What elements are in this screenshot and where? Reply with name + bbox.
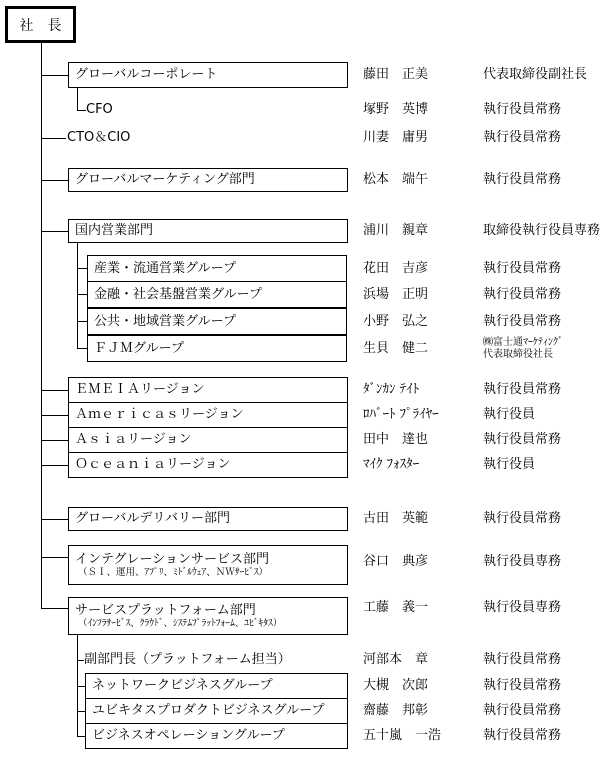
person-title: 執行役員常務 xyxy=(483,287,562,302)
dept-box-global-delivery: グローバルデリバリー部門 xyxy=(68,507,348,531)
person-name: 大槻 次郎 xyxy=(363,678,429,693)
person-name: ﾀﾞﾝｶﾝ ﾃｲﾄ xyxy=(363,382,420,397)
connector-branch xyxy=(41,519,68,520)
person-title: 執行役員常務 xyxy=(483,314,562,329)
dept-label-cto-cio: CTO＆CIO xyxy=(67,130,131,145)
person-title: 執行役員常務 xyxy=(483,382,562,397)
connector-branch xyxy=(41,415,68,416)
dept-sublabel: （ｲﾝﾌﾗｻｰﾋﾞｽ、ｸﾗｳﾄﾞ、ｼｽﾃﾑﾌﾟﾗｯﾄﾌｫｰﾑ、ﾕﾋﾞｷﾀｽ） xyxy=(78,617,283,629)
connector-branch xyxy=(41,138,66,139)
connector-branch xyxy=(77,711,85,712)
connector-branch xyxy=(77,736,85,737)
person-name: 花田 吉彦 xyxy=(363,261,429,276)
dept-box-public-regional: 公共・地域営業グループ xyxy=(87,308,347,335)
dept-box-ubiquitous-product: ユビキタスプロダクトビジネスグループ xyxy=(85,698,348,724)
dept-box-global-marketing: グローバルマーケティング部門 xyxy=(68,168,348,192)
dept-label-cfo: CFO xyxy=(86,102,113,117)
person-name: 田中 達也 xyxy=(363,432,429,447)
person-title: 執行役員常務 xyxy=(483,130,562,145)
dept-label-deputy-head: 副部門長（プラットフォーム担当） xyxy=(84,652,291,667)
person-name: 五十嵐 一浩 xyxy=(363,728,442,743)
dept-box-emeia-region: ＥＭＥＩＡリージョン xyxy=(68,377,348,403)
person-name: 工藤 義一 xyxy=(363,600,429,615)
connector-branch xyxy=(77,660,84,661)
dept-box-service-platform xyxy=(68,597,348,635)
dept-sublabel: （ＳＩ、運用、ｱﾌﾟﾘ、ﾐﾄﾞﾙｳｪｱ、ＮＷｻｰﾋﾞｽ） xyxy=(78,566,269,578)
president-box: 社 長 xyxy=(5,6,76,43)
person-title-line1: ㈱富士通ﾏｰｹﾃｨﾝｸﾞ xyxy=(483,337,563,348)
dept-box-industry-distribution: 産業・流通営業グループ xyxy=(87,255,347,282)
connector-branch xyxy=(41,465,68,466)
person-name: 川妻 庸男 xyxy=(363,130,429,145)
connector-branch xyxy=(77,268,87,269)
person-name: 松本 端午 xyxy=(363,172,429,187)
person-name: 谷口 典彦 xyxy=(363,554,429,569)
connector-main-trunk xyxy=(41,43,42,608)
connector-branch xyxy=(77,294,87,295)
person-title: 執行役員常務 xyxy=(483,172,562,187)
person-title: 執行役員 xyxy=(483,407,536,422)
person-name: 小野 弘之 xyxy=(363,314,429,329)
dept-label: インテグレーションサービス部門 xyxy=(75,551,269,567)
person-title: 執行役員専務 xyxy=(483,600,562,615)
connector-branch xyxy=(77,110,86,111)
person-title: 執行役員常務 xyxy=(483,728,562,743)
person-title: 代表取締役副社長 xyxy=(483,67,588,82)
connector-branch xyxy=(41,557,68,558)
connector-branch xyxy=(41,440,68,441)
person-name: 河部本 章 xyxy=(363,652,429,667)
dept-box-business-operations: ビジネスオペレーショングループ xyxy=(85,723,348,749)
person-title: 執行役員常務 xyxy=(483,652,562,667)
connector-cfo-trunk xyxy=(77,88,78,111)
connector-branch xyxy=(77,348,87,349)
connector-branch xyxy=(77,321,87,322)
dept-box-global-corporate: グローバルコーポレート xyxy=(68,62,348,88)
connector-branch xyxy=(41,231,68,232)
person-name: 齋藤 邦彰 xyxy=(363,703,429,718)
connector-branch xyxy=(77,686,85,687)
person-title: 執行役員常務 xyxy=(483,432,562,447)
person-title: 執行役員専務 xyxy=(483,554,562,569)
person-title: 執行役員常務 xyxy=(483,678,562,693)
dept-box-network-business: ネットワークビジネスグループ xyxy=(85,673,348,699)
person-name: 浜場 正明 xyxy=(363,287,429,302)
person-name: 藤田 正美 xyxy=(363,67,429,82)
dept-box-integration-services xyxy=(68,545,348,585)
dept-box-domestic-sales: 国内営業部門 xyxy=(68,219,348,243)
person-title: 執行役員常務 xyxy=(483,703,562,718)
person-name: ﾏｲｸ ﾌｫｽﾀｰ xyxy=(363,457,420,472)
connector-domestic-trunk xyxy=(77,243,78,349)
dept-label: サービスプラットフォーム部門 xyxy=(75,602,256,618)
person-name: 塚野 英博 xyxy=(363,102,429,117)
person-title: 執行役員常務 xyxy=(483,102,562,117)
connector-branch xyxy=(41,608,68,609)
dept-box-finance-infra: 金融・社会基盤営業グループ xyxy=(87,281,347,308)
person-title: 執行役員 xyxy=(483,457,536,472)
dept-box-asia-region: Ａｓｉａリージョン xyxy=(68,427,348,453)
dept-box-oceania-region: Ｏｃｅａｎｉａリージョン xyxy=(68,452,348,478)
person-title: 取締役執行役員専務 xyxy=(483,223,600,238)
dept-box-fjm-group: ＦＪＭグループ xyxy=(87,335,347,362)
person-title: 執行役員常務 xyxy=(483,511,562,526)
person-name: 古田 英範 xyxy=(363,511,429,526)
connector-branch xyxy=(41,75,68,76)
person-name: 浦川 親章 xyxy=(363,223,429,238)
person-title-line2: 代表取締役社長 xyxy=(483,349,553,360)
connector-branch xyxy=(41,390,68,391)
person-name: 生貝 健二 xyxy=(363,341,429,356)
person-name: ﾛﾊﾞｰﾄ ﾌﾟﾗｲﾔｰ xyxy=(363,407,439,422)
dept-box-americas-region: Ａｍｅｒｉｃａｓリージョン xyxy=(68,402,348,428)
connector-branch xyxy=(41,180,68,181)
person-title: 執行役員常務 xyxy=(483,261,562,276)
